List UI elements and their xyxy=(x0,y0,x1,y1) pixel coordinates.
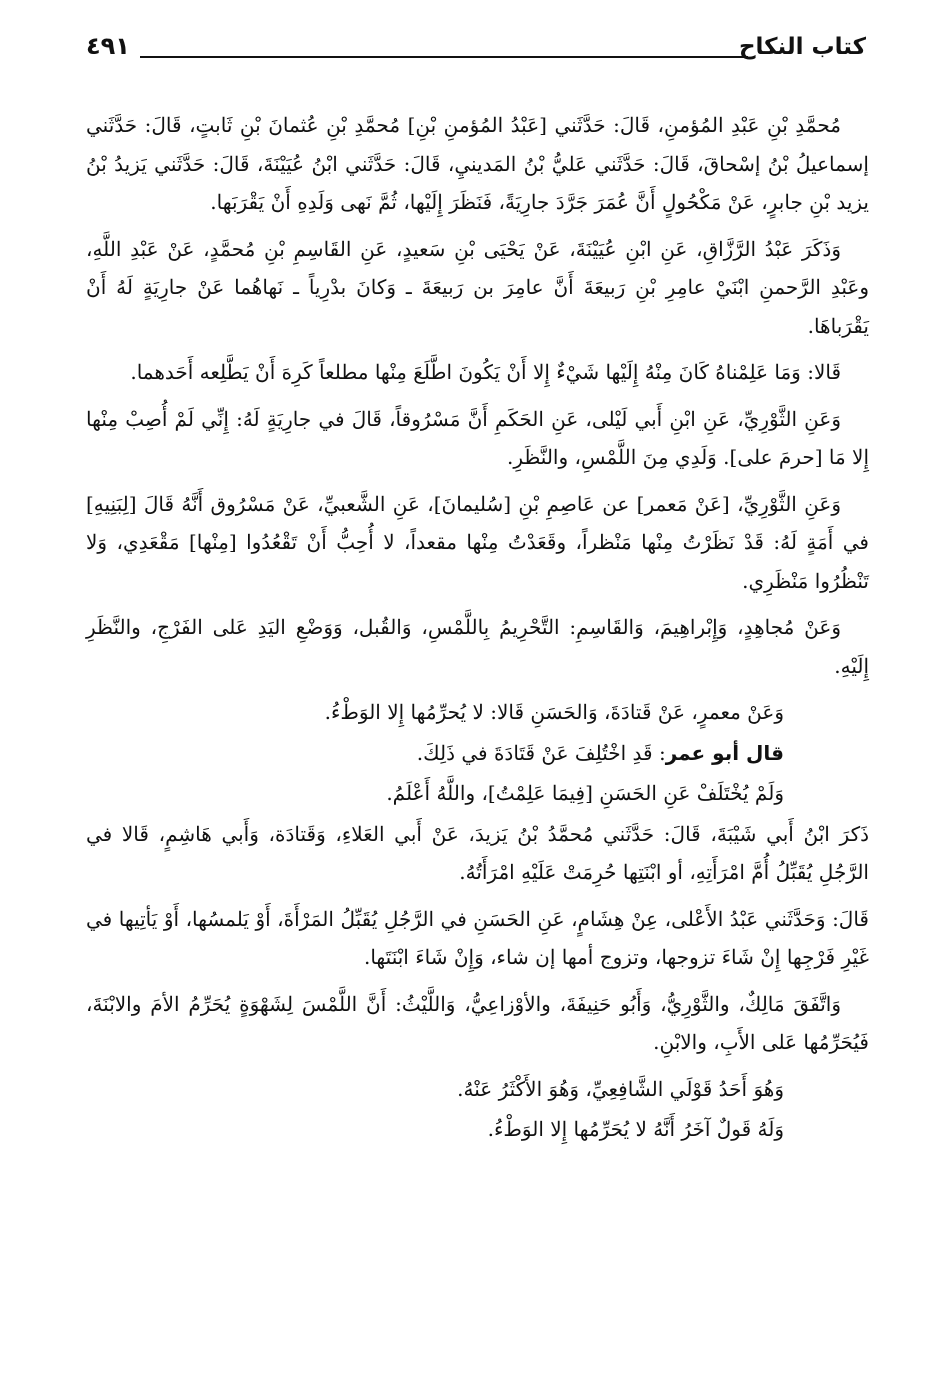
paragraph-text: وَذَكَرَ عَبْدُ الرَّزَّاقِ، عَنِ ابْنِ عُيَيْنَةَ، عَنْ يَحْيَى بْنِ سَعيدٍ، عَنِ القَاسِمِ بْنِ مُحمَّدٍ، عَنْ عَبْدِ اللَّهِ، وعَبْدِ الرَّحمنِ ابْنَيْ عامِرِ بْنِ رَبيعَةَ أَنَّ عامِرَ بن رَبيعَةَ ـ وَكانَ بدْرِياً ـ نَهاهُما عَنْ جارِيَةٍ لَهُ أَنْ يَقْرَباهَا. xyxy=(86,236,869,338)
header-rule xyxy=(140,56,748,58)
paragraph-text: وَعَنْ مُجاهِدٍ، وَإِبْراهِيمَ، وَالقَاسِمِ: التَّحْرِيمُ بِاللَّمْسِ، وَالقُبل، وَوَضْعِ اليَدِ عَلى الفَرْجِ، والنَّظَرِ إِلَيْهِ. xyxy=(86,615,869,678)
paragraph-text: وَعَنْ معمرٍ، عَنْ قَتادَةَ، وَالحَسَنِ قَالا: لا يُحرِّمُها إِلا الوَطْءُ. xyxy=(324,700,784,724)
paragraph xyxy=(86,693,869,732)
page-header xyxy=(86,30,866,70)
paragraph-text: وَلَهُ قَولٌ آخَرُ أَنَّهُ لا يُحَرِّمُها إِلا الوَطْءُ. xyxy=(487,1117,784,1141)
paragraph-text: مُحمَّدِ بْنِ عَبْدِ المُؤمنِ، قَالَ: حَدَّثَني [عَبْدُ المُؤمنِ بْنِ] مُحمَّدِ بْنِ عُثمانَ بْنِ ثَابتٍ، قَالَ: حَدَّثَني إسماعيلُ بْنُ إسْحاقَ، قَالَ: حَدَّثَني عَليُّ بْنُ المَدينيِ، قَالَ: حَدَّثَني ابْنُ عُيَيْنَةَ، قَالَ: حَدَّثَني يَزيدُ بْنُ يزيد بْنِ جابرٍ، عَنْ مَكْحُولٍ أَنَّ عُمَرَ جَرَّدَ جارِيَةً، فَنَظَرَ إِلَيْها، ثُمَّ نَهى وَلَدِهِ أَنْ يَقْرَبَها. xyxy=(86,113,869,214)
paragraph xyxy=(86,900,869,977)
chapter-title: كتاب النكاح xyxy=(738,34,866,60)
paragraph xyxy=(86,230,869,346)
paragraph xyxy=(86,774,869,813)
paragraph xyxy=(86,608,869,685)
paragraph-text: وَهُوَ أَحَدُ قَوْلَي الشَّافِعِيِّ، وَهُوَ الأَكْثَرُ عَنْهُ. xyxy=(457,1076,784,1101)
paragraph-text: وَعَنِ الثَّوْرِيِّ، عَنِ ابْنِ أَبي لَيْلى، عَنِ الحَكَمِ أَنَّ مَسْرُوقاً، قَالَ في جارِيَةٍ لَهُ: إِنِّي لَمْ أُصِبْ مِنْها إِلا مَا [حرمَ على]. وَلَدِي مِنَ اللَّمْسِ، والنَّظَرِ. xyxy=(86,406,869,469)
paragraph xyxy=(86,734,869,773)
paragraph xyxy=(86,353,869,392)
paragraph xyxy=(86,485,869,601)
paragraph-text: وَلَمْ يُخْتَلَفْ عَنِ الحَسَنِ [فِيمَا عَلِمْتُ]، واللَّهُ أَعْلَمُ. xyxy=(386,781,784,805)
paragraph-text: قَالَ: وَحَدَّثَني عَبْدُ الأَعْلى، عِنْ هِشَامٍ، عَنِ الحَسَنِ في الرَّجُلِ يُقَبِّلُ المَرْأَةَ، أَوْ يَلمسُها، أَوْ يَأتِيها في غَيْرِ فَرْجِها إِنْ شَاءَ تزوجها، وتزوج أمها إن شاء، وَإِنْ شَاءَ ابْنَتَها. xyxy=(86,906,869,969)
paragraph xyxy=(86,985,869,1062)
paragraph-text: : قَدِ اخْتُلِفَ عَنْ قَتَادَةَ في ذَلِكَ. xyxy=(416,740,666,765)
paragraph xyxy=(86,106,869,222)
paragraph-text: قَالا: وَمَا عَلِمْناهُ كَانَ مِنْهُ إِلَيْها شَيْءٌ إِلا أَنْ يَكُونَ اطَّلَعَ مِنْها مطلعاً كَرِهَ أَنْ يَطَّلِعه أَحَدهما. xyxy=(130,360,841,384)
paragraph-text: وَعَنِ الثَّوْرِيِّ، [عَنْ مَعمر] عن عَاصِمِ بْنِ [سُليمانَ]، عَنِ الشَّعبيِّ، عَنْ مَسْرُوق أَنَّهُ قَالَ [لِبَنِيهِ] في أَمَةٍ لَهُ: قَدْ نَظَرْتُ مِنْها مَنْظراً، وقَعَدْتُ مِنْها مقعداً، لا أُحِبُّ أَنْ تَقْعُدُوا [مِنْها] مَقْعَدِي، وَلا تَنْظُرُوا مَنْظَرِي. xyxy=(86,491,869,593)
paragraph-text: وَاتَّفَقَ مَالِكٌ، والثَّوْرِيُّ، وَأَبُو حَنِيفَةَ، والأوْزاعِيُّ، وَاللَّيْثُ: أَنَّ اللَّمْسَ لِشَهْوَةٍ يُحَرِّمُ الأمَ والابْنَةَ، فَيُحَرِّمُها عَلى الأَبِ، والابْنِ. xyxy=(86,991,869,1054)
paragraph xyxy=(86,815,869,892)
page-number: ٤٩١ xyxy=(86,32,130,60)
speaker-label: قال أبو عمر xyxy=(665,740,784,765)
paragraph xyxy=(86,400,869,477)
paragraph-text: ذَكرَ ابْنُ أَبي شَيْبَةَ، قَالَ: حَدَّثَني مُحمَّدُ بْنُ يَزيدَ، عَنْ أَبي العَلاءِ، وَقَتادَة، وَأَبي هَاشِمٍ، قَالا في الرَّجُلِ يُقَبِّلُ أُمَّ امْرَأَتِهِ، أو ابْنَتِها حُرِمَتْ عَلَيْهِ امْرَأَتُهُ. xyxy=(86,821,869,884)
page-body xyxy=(86,106,869,1151)
paragraph xyxy=(86,1110,869,1149)
paragraph xyxy=(86,1070,869,1109)
